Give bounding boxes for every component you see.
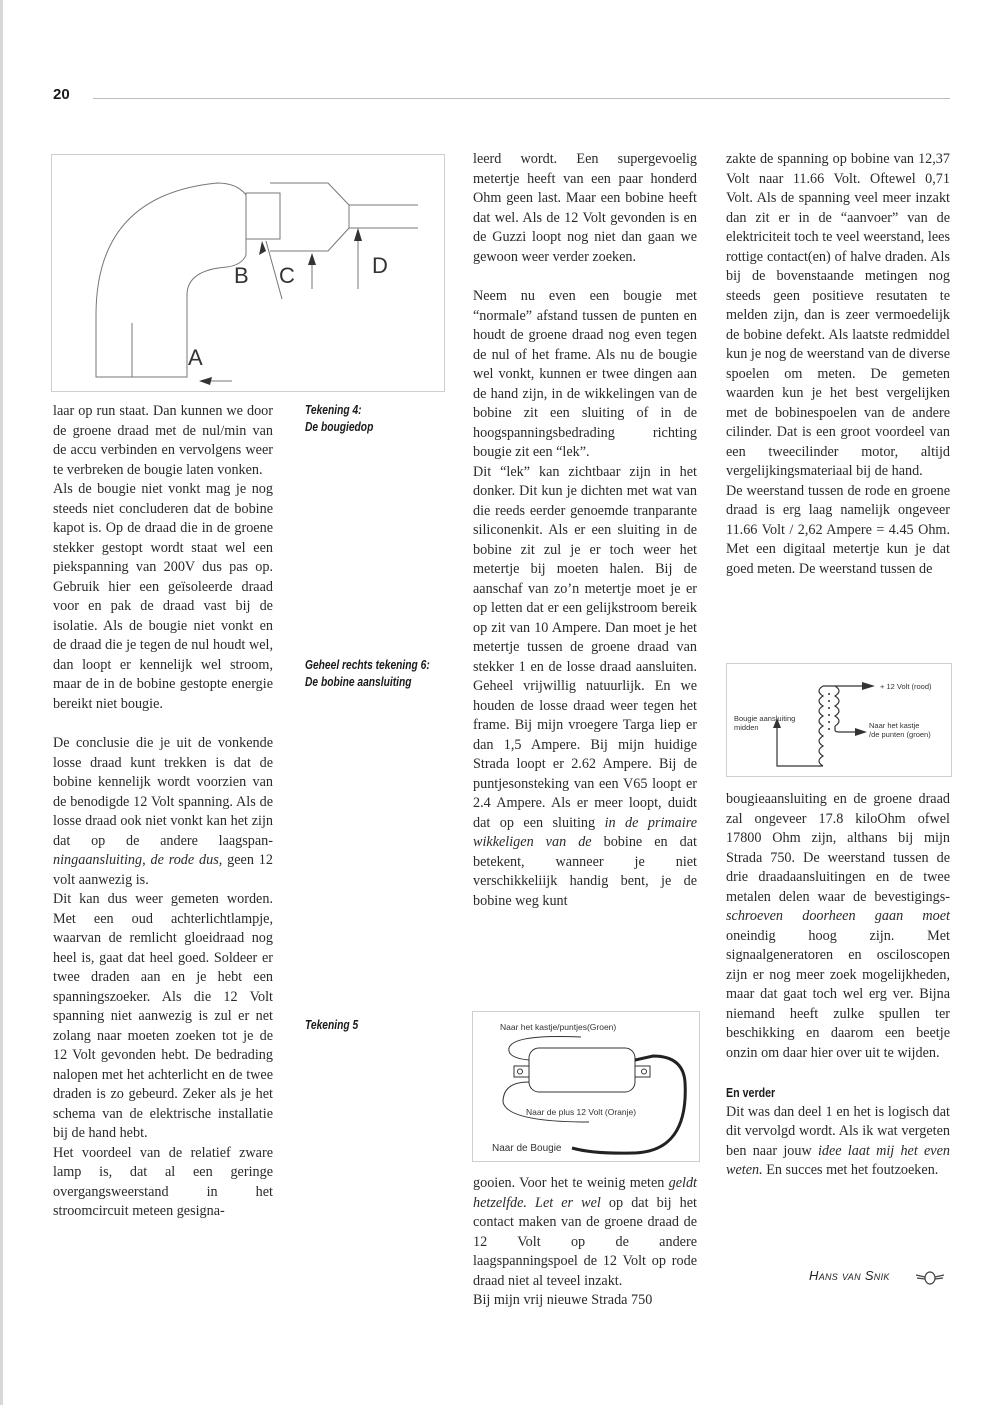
bobine-aansluiting-drawing	[727, 664, 951, 776]
caption-subtitle: De bobine aansluiting	[305, 675, 412, 689]
caption-tekening-6	[305, 657, 430, 691]
header-rule	[93, 98, 950, 99]
caption-title: Geheel rechts tekening 6:	[305, 658, 430, 672]
figure-bobine	[472, 1011, 700, 1162]
label-bougie-midden: midden	[734, 723, 759, 732]
paragraph: zakte de spanning op bobine van 12,37 Volt naar 11.66 Volt. Oftewel 0,71 Volt. Als de spanning veel meer inzakt dan zit er in de “aanvoer” van de elektriciteit toch te veel weerstand, lees rottige contact(en) of halve draden. Als bij de bovenstaande metingen nog steeds geen positieve resutaten te melden zijn, dan is zeer vermoedelijk de bobine defekt. Als laatste redmiddel kun je nog de weerstand van de diverse spoelen om meten. De gemeten waarden kun je het best vergelijken met de bobinespoelen van de andere cilinder. Dat is een groot voordeel van een tweecilinder motor, altijd vergelijkingsmateriaal bij de hand.	[726, 151, 950, 479]
author-signature: Hans van Snik	[809, 1268, 890, 1283]
paragraph: Neem nu even een bougie met “normale” afstand tussen de punten en houdt de groene draad nog even tegen de nul of het frame. Als nu de bougie wel vonkt, kunnen er twee dingen aan de hand zijn, in de wikkelingen van de bobine zit een sluiting of in de hoogspanningsbedrading richting bougie zit een “lek”.	[473, 288, 697, 460]
section-heading: En verder	[726, 1085, 776, 1100]
caption-tekening-4	[305, 402, 373, 436]
paragraph: leerd wordt. Een supergevoelig metertje heeft van een paar honderd Ohm geen last. Maar een bobine heeft dat wel. Als de 12 Volt gevonden is en de Guzzi loopt nog niet dan gaan we gewoon weer verder zoeken.	[473, 151, 697, 265]
column-3-continued	[726, 790, 950, 1181]
figure-bobine-aansluiting	[726, 663, 952, 777]
caption-tekening-5	[305, 1017, 358, 1034]
paragraph: De conclusie die je uit de vonkende losse draad kunt trekken is dat de bobine kennelijk wordt voorzien van de benodigde 12 Volt spanning. Als de losse draad ook niet vonkt kan het zijn dat op de andere laagspan-ningaansluiting, de rode dus, geen 12 volt aanwezig is.	[53, 735, 273, 888]
paragraph: De weerstand tussen de rode en groene draad is erg laag namelijk ongeveer 11.66 Volt / 2,62 Ampere = 4.45 Ohm. Met een digitaal metertje kun je dat goed meten. De weerstand tussen de	[726, 482, 950, 577]
column-3	[726, 150, 950, 579]
caption-title: Tekening 4:	[305, 403, 362, 417]
paragraph: laar op run staat. Dan kunnen we door de groene draad met de nul/min van de accu verbinden en vervolgens weer te verbreken de bougie laten vonken.	[53, 403, 273, 478]
column-2	[473, 150, 697, 911]
label-red-wire: + 12 Volt (rood)	[880, 682, 932, 691]
label-c: C	[279, 263, 295, 288]
paragraph: Dit “lek” kan zichtbaar zijn in het donker. Dit kun je dichten met wat van die reeds eerder genoemde tranparante siliconenkit. Als er een sluiting in de bobine zit zul je er toch weer het metertje bij moeten halen. Bij de aanschaf van zo’n metertje moet je er op letten dat er een gelijkstroom bereik op zit van 10 Ampere. Dan moet je het metertje tussen de groene draad van stekker 1 en de losse draad aansluiten. Geheel vrijwillig natuurlijk. En we houden de losse draad weer tegen het frame. Bij mijn vroegere Targa liep er dan 1,5 Ampere. Bij mijn huidige Strada loopt er 2.62 Ampere. Bij de puntjesonsteking van een V65 loopt er 2.4 Ampere. Als er meer loopt, duidt dat op een sluiting in de primaire wikkeligen van de bobine en dat betekent, wanneer je niet verschikkeliijk handig bent, je de bobine weg kunt	[473, 463, 698, 909]
label-green-wire-1: Naar het kastje	[869, 721, 920, 730]
label-orange-wire: Naar de plus 12 Volt (Oranje)	[526, 1107, 637, 1117]
label-bougie-aansluiting: Bougie aansluiting	[734, 714, 796, 723]
label-b: B	[234, 263, 249, 288]
label-green-wire: Naar het kastje/puntjes(Groen)	[500, 1022, 617, 1032]
column-2-continued	[473, 1174, 697, 1311]
caption-title: Tekening 5	[305, 1018, 359, 1032]
winged-eagle-logo-icon	[915, 1270, 945, 1291]
paragraph: Bij mijn vrij nieuwe Strada 750	[473, 1292, 653, 1308]
caption-subtitle: De bougiedop	[305, 420, 374, 434]
paragraph: Dit kan dus weer gemeten worden. Met een oud achterlichtlampje, waarvan de remlicht gloeidraad nog heel is, gaat dat heel goed. Soldeer er twee draden aan en je hebt een spanningszoeker. Als die 12 Volt spanning niet aanwezig is zul er net zolang naar moeten zoeken tot je de 12 Volt gevonden hebt. De bedrading nalopen met het achterlicht en de twee draden is zo gebeurd. Zeker als je het schema van de elektrische installatie bij de hand hebt.	[53, 891, 273, 1141]
paragraph: Dit was dan deel 1 en het is logisch dat dit vervolgd wordt. Als ik wat vergeten ben naar jouw idee laat mij het even weten. En succes met het foutzoeken.	[726, 1103, 950, 1178]
paragraph: Als de bougie niet vonkt mag je nog steeds niet concluderen dat de bobine kapot is. Op de draad die in de groene stekker gestopt wordt staat wel een piekspanning van 200V dus pas op. Gebruik hier een geïsoleerde draad voor en pak de draad vast bij de isolatie. Als de bougie niet vonkt en de draad die je tegen de nul houdt wel, dan loopt er kennelijk wel stroom, maar de in de bobine gestopte energie bereikt niet bougie.	[53, 481, 273, 712]
label-d: D	[372, 253, 388, 278]
figure-bougiedop	[51, 154, 445, 392]
page-number: 20	[53, 86, 70, 103]
paragraph: bougieaansluiting en de groene draad zal ongeveer 17.8 kiloOhm ofwel 17800 Ohm zijn, althans bij mijn Strada 750. De weerstand tussen de drie draadaansluitingen en de twee metalen delen waar de bevestigings-schroeven doorheen gaan moet oneindig hoog zijn. Met signaalgeneratoren en osciloscopen zijn er nog meer zoek mogelijkheden, maar dat gaat toch wel erg ver. Bijna niemand heeft zulke spullen ter beschikking en daarom een beetje onzin om daar hier over uit te wijden.	[726, 791, 950, 1061]
paragraph: Het voordeel van de relatief zware lamp is, dat al een geringe overgangsweerstand in het stroomcircuit meteen gesigna-	[53, 1144, 273, 1219]
page-edge	[0, 0, 3, 1405]
label-green-wire-2: /de punten (groen)	[869, 730, 931, 739]
bobine-drawing	[473, 1012, 699, 1161]
column-1	[53, 402, 273, 1222]
bougiedop-drawing	[52, 155, 444, 391]
paragraph: gooien. Voor het te weinig meten geldt hetzelfde. Let er wel op dat bij het contact maken van de groene draad de 12 Volt op de andere laagspanningspoel de 12 Volt op rode draad niet al teveel inzakt.	[473, 1175, 697, 1289]
label-a: A	[188, 345, 203, 370]
label-bougie-wire: Naar de Bougie	[492, 1143, 562, 1154]
